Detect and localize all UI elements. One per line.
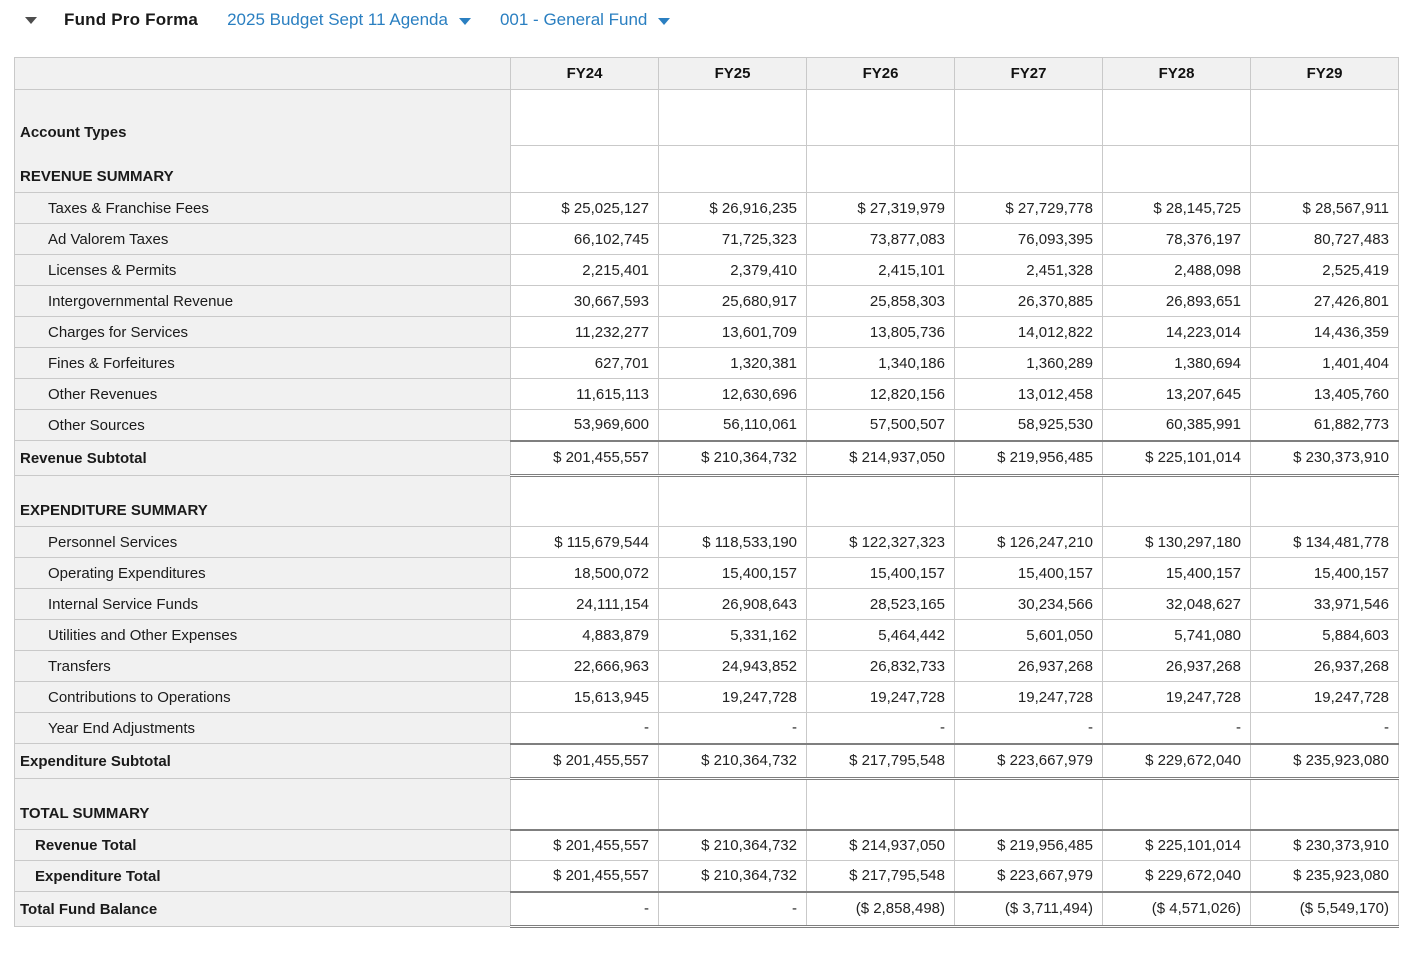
empty-cell bbox=[1103, 476, 1251, 527]
expenditure-summary-row bbox=[15, 476, 1399, 527]
cell-value: $ 230,373,910 bbox=[1251, 830, 1399, 861]
cell-value: - bbox=[511, 892, 659, 927]
cell-value: 61,882,773 bbox=[1251, 410, 1399, 441]
account-types-label: Account Types bbox=[20, 124, 127, 141]
cell-value: $ 25,025,127 bbox=[511, 193, 659, 224]
cell-value: 13,805,736 bbox=[807, 317, 955, 348]
table-row bbox=[15, 682, 1399, 713]
empty-cell bbox=[1251, 476, 1399, 527]
cell-value: $ 229,672,040 bbox=[1103, 744, 1251, 779]
empty-cell bbox=[807, 476, 955, 527]
page-title: Fund Pro Forma bbox=[64, 10, 199, 29]
empty-cell bbox=[1103, 779, 1251, 830]
col-header-fy27: FY27 bbox=[955, 58, 1103, 90]
cell-value: $ 115,679,544 bbox=[511, 527, 659, 558]
cell-value: 26,937,268 bbox=[955, 651, 1103, 682]
row-label: Other Revenues bbox=[15, 379, 511, 410]
empty-cell bbox=[1103, 146, 1251, 193]
toolbar bbox=[0, 0, 1416, 40]
empty-cell bbox=[955, 779, 1103, 830]
empty-cell bbox=[511, 779, 659, 830]
cell-value: 5,884,603 bbox=[1251, 620, 1399, 651]
cell-value: 13,207,645 bbox=[1103, 379, 1251, 410]
cell-value: - bbox=[807, 713, 955, 744]
cell-value: - bbox=[955, 713, 1103, 744]
collapse-icon[interactable] bbox=[25, 17, 37, 24]
row-label: Expenditure Total bbox=[15, 861, 511, 892]
cell-value: 26,937,268 bbox=[1103, 651, 1251, 682]
revenue-subtotal-row bbox=[15, 441, 1399, 476]
empty-cell bbox=[955, 476, 1103, 527]
cell-value: 26,908,643 bbox=[659, 589, 807, 620]
table-row bbox=[15, 527, 1399, 558]
cell-value: 2,379,410 bbox=[659, 255, 807, 286]
cell-value: 73,877,083 bbox=[807, 224, 955, 255]
cell-value: $ 225,101,014 bbox=[1103, 441, 1251, 476]
row-label: Expenditure Subtotal bbox=[15, 744, 511, 779]
cell-value: $ 230,373,910 bbox=[1251, 441, 1399, 476]
fund-dropdown-label: 001 - General Fund bbox=[499, 10, 648, 29]
empty-cell bbox=[659, 779, 807, 830]
table-row bbox=[15, 558, 1399, 589]
cell-value: $ 217,795,548 bbox=[807, 861, 955, 892]
table-row bbox=[15, 193, 1399, 224]
row-label: Utilities and Other Expenses bbox=[15, 620, 511, 651]
cell-value: $ 225,101,014 bbox=[1103, 830, 1251, 861]
table-row bbox=[15, 651, 1399, 682]
table-row bbox=[15, 255, 1399, 286]
cell-value: $ 201,455,557 bbox=[511, 830, 659, 861]
row-label: Ad Valorem Taxes bbox=[15, 224, 511, 255]
cell-value: 11,615,113 bbox=[511, 379, 659, 410]
row-label: Operating Expenditures bbox=[15, 558, 511, 589]
cell-value: $ 27,319,979 bbox=[807, 193, 955, 224]
account-types-cell bbox=[15, 90, 511, 193]
empty-cell bbox=[807, 146, 955, 193]
cell-value: 56,110,061 bbox=[659, 410, 807, 441]
table-row bbox=[15, 379, 1399, 410]
cell-value: 5,464,442 bbox=[807, 620, 955, 651]
cell-value: 14,436,359 bbox=[1251, 317, 1399, 348]
cell-value: 15,400,157 bbox=[807, 558, 955, 589]
cell-value: $ 27,729,778 bbox=[955, 193, 1103, 224]
empty-cell bbox=[807, 90, 955, 146]
table-row bbox=[15, 286, 1399, 317]
budget-dropdown[interactable] bbox=[227, 10, 471, 30]
cell-value: $ 201,455,557 bbox=[511, 861, 659, 892]
total-summary-row bbox=[15, 779, 1399, 830]
cell-value: 2,488,098 bbox=[1103, 255, 1251, 286]
empty-cell bbox=[1251, 779, 1399, 830]
table-row bbox=[15, 620, 1399, 651]
cell-value: 66,102,745 bbox=[511, 224, 659, 255]
corner-cell bbox=[15, 58, 511, 90]
cell-value: 5,601,050 bbox=[955, 620, 1103, 651]
cell-value: 627,701 bbox=[511, 348, 659, 379]
empty-cell bbox=[807, 779, 955, 830]
col-header-fy25: FY25 bbox=[659, 58, 807, 90]
cell-value: 18,500,072 bbox=[511, 558, 659, 589]
cell-value: $ 219,956,485 bbox=[955, 830, 1103, 861]
cell-value: $ 217,795,548 bbox=[807, 744, 955, 779]
cell-value: $ 134,481,778 bbox=[1251, 527, 1399, 558]
row-label: Transfers bbox=[15, 651, 511, 682]
cell-value: ($ 5,549,170) bbox=[1251, 892, 1399, 927]
cell-value: 2,415,101 bbox=[807, 255, 955, 286]
total-fund-balance-row bbox=[15, 892, 1399, 927]
row-label: TOTAL SUMMARY bbox=[15, 779, 511, 830]
cell-value: - bbox=[659, 892, 807, 927]
cell-value: 22,666,963 bbox=[511, 651, 659, 682]
cell-value: 15,613,945 bbox=[511, 682, 659, 713]
cell-value: 1,360,289 bbox=[955, 348, 1103, 379]
cell-value: 15,400,157 bbox=[659, 558, 807, 589]
budget-dropdown-label: 2025 Budget Sept 11 Agenda bbox=[227, 10, 448, 29]
cell-value: $ 26,916,235 bbox=[659, 193, 807, 224]
empty-cell bbox=[1251, 90, 1399, 146]
empty-cell bbox=[659, 146, 807, 193]
cell-value: $ 223,667,979 bbox=[955, 861, 1103, 892]
empty-cell bbox=[955, 90, 1103, 146]
cell-value: 19,247,728 bbox=[1251, 682, 1399, 713]
cell-value: $ 28,145,725 bbox=[1103, 193, 1251, 224]
row-label: Taxes & Franchise Fees bbox=[15, 193, 511, 224]
table-row bbox=[15, 589, 1399, 620]
cell-value: $ 130,297,180 bbox=[1103, 527, 1251, 558]
chevron-down-icon bbox=[459, 18, 471, 25]
cell-value: $ 214,937,050 bbox=[807, 830, 955, 861]
cell-value: $ 223,667,979 bbox=[955, 744, 1103, 779]
cell-value: 80,727,483 bbox=[1251, 224, 1399, 255]
cell-value: $ 122,327,323 bbox=[807, 527, 955, 558]
cell-value: 30,234,566 bbox=[955, 589, 1103, 620]
empty-cell bbox=[511, 146, 659, 193]
cell-value: 2,525,419 bbox=[1251, 255, 1399, 286]
cell-value: 5,741,080 bbox=[1103, 620, 1251, 651]
cell-value: 1,401,404 bbox=[1251, 348, 1399, 379]
cell-value: 33,971,546 bbox=[1251, 589, 1399, 620]
row-label: Revenue Subtotal bbox=[15, 441, 511, 476]
table-row bbox=[15, 348, 1399, 379]
cell-value: 78,376,197 bbox=[1103, 224, 1251, 255]
empty-cell bbox=[1103, 90, 1251, 146]
cell-value: $ 210,364,732 bbox=[659, 861, 807, 892]
cell-value: 19,247,728 bbox=[659, 682, 807, 713]
cell-value: 32,048,627 bbox=[1103, 589, 1251, 620]
cell-value: - bbox=[511, 713, 659, 744]
table-row bbox=[15, 317, 1399, 348]
cell-value: 25,680,917 bbox=[659, 286, 807, 317]
cell-value: 12,630,696 bbox=[659, 379, 807, 410]
cell-value: - bbox=[1251, 713, 1399, 744]
cell-value: $ 210,364,732 bbox=[659, 441, 807, 476]
pro-forma-table bbox=[14, 57, 1399, 928]
cell-value: $ 28,567,911 bbox=[1251, 193, 1399, 224]
account-types-row bbox=[15, 90, 1399, 146]
cell-value: 71,725,323 bbox=[659, 224, 807, 255]
cell-value: 26,893,651 bbox=[1103, 286, 1251, 317]
cell-value: ($ 4,571,026) bbox=[1103, 892, 1251, 927]
cell-value: $ 118,533,190 bbox=[659, 527, 807, 558]
cell-value: 1,320,381 bbox=[659, 348, 807, 379]
cell-value: 2,451,328 bbox=[955, 255, 1103, 286]
cell-value: 13,601,709 bbox=[659, 317, 807, 348]
cell-value: 76,093,395 bbox=[955, 224, 1103, 255]
expenditure-subtotal-row bbox=[15, 744, 1399, 779]
cell-value: 15,400,157 bbox=[1103, 558, 1251, 589]
row-label: Other Sources bbox=[15, 410, 511, 441]
cell-value: 26,370,885 bbox=[955, 286, 1103, 317]
cell-value: 1,340,186 bbox=[807, 348, 955, 379]
cell-value: 30,667,593 bbox=[511, 286, 659, 317]
cell-value: - bbox=[1103, 713, 1251, 744]
cell-value: 13,405,760 bbox=[1251, 379, 1399, 410]
cell-value: 15,400,157 bbox=[1251, 558, 1399, 589]
cell-value: 5,331,162 bbox=[659, 620, 807, 651]
cell-value: - bbox=[659, 713, 807, 744]
row-label: Fines & Forfeitures bbox=[15, 348, 511, 379]
cell-value: 27,426,801 bbox=[1251, 286, 1399, 317]
cell-value: 19,247,728 bbox=[807, 682, 955, 713]
empty-cell bbox=[511, 476, 659, 527]
row-label: Internal Service Funds bbox=[15, 589, 511, 620]
table-row bbox=[15, 713, 1399, 744]
col-header-fy29: FY29 bbox=[1251, 58, 1399, 90]
cell-value: $ 210,364,732 bbox=[659, 744, 807, 779]
fund-dropdown[interactable] bbox=[500, 10, 670, 30]
cell-value: $ 229,672,040 bbox=[1103, 861, 1251, 892]
cell-value: 57,500,507 bbox=[807, 410, 955, 441]
cell-value: 12,820,156 bbox=[807, 379, 955, 410]
row-label: Intergovernmental Revenue bbox=[15, 286, 511, 317]
cell-value: $ 235,923,080 bbox=[1251, 861, 1399, 892]
cell-value: 19,247,728 bbox=[1103, 682, 1251, 713]
empty-cell bbox=[659, 476, 807, 527]
row-label: Contributions to Operations bbox=[15, 682, 511, 713]
expenditure-total-row bbox=[15, 861, 1399, 892]
cell-value: $ 201,455,557 bbox=[511, 744, 659, 779]
cell-value: ($ 2,858,498) bbox=[807, 892, 955, 927]
row-label: Revenue Total bbox=[15, 830, 511, 861]
cell-value: 24,111,154 bbox=[511, 589, 659, 620]
cell-value: $ 235,923,080 bbox=[1251, 744, 1399, 779]
empty-cell bbox=[1251, 146, 1399, 193]
row-label: Charges for Services bbox=[15, 317, 511, 348]
cell-value: ($ 3,711,494) bbox=[955, 892, 1103, 927]
cell-value: 19,247,728 bbox=[955, 682, 1103, 713]
cell-value: $ 201,455,557 bbox=[511, 441, 659, 476]
empty-cell bbox=[511, 90, 659, 146]
cell-value: 58,925,530 bbox=[955, 410, 1103, 441]
cell-value: 14,223,014 bbox=[1103, 317, 1251, 348]
cell-value: $ 210,364,732 bbox=[659, 830, 807, 861]
table-row bbox=[15, 410, 1399, 441]
cell-value: $ 219,956,485 bbox=[955, 441, 1103, 476]
table-row bbox=[15, 224, 1399, 255]
cell-value: 26,937,268 bbox=[1251, 651, 1399, 682]
cell-value: 15,400,157 bbox=[955, 558, 1103, 589]
cell-value: 14,012,822 bbox=[955, 317, 1103, 348]
col-header-fy28: FY28 bbox=[1103, 58, 1251, 90]
col-header-fy24: FY24 bbox=[511, 58, 659, 90]
cell-value: 4,883,879 bbox=[511, 620, 659, 651]
cell-value: $ 214,937,050 bbox=[807, 441, 955, 476]
revenue-total-row bbox=[15, 830, 1399, 861]
col-header-fy26: FY26 bbox=[807, 58, 955, 90]
revenue-section-label: REVENUE SUMMARY bbox=[20, 168, 174, 185]
cell-value: 1,380,694 bbox=[1103, 348, 1251, 379]
empty-cell bbox=[955, 146, 1103, 193]
cell-value: 26,832,733 bbox=[807, 651, 955, 682]
cell-value: 60,385,991 bbox=[1103, 410, 1251, 441]
table-header-row bbox=[15, 58, 1399, 90]
cell-value: 28,523,165 bbox=[807, 589, 955, 620]
cell-value: 24,943,852 bbox=[659, 651, 807, 682]
cell-value: 13,012,458 bbox=[955, 379, 1103, 410]
cell-value: 53,969,600 bbox=[511, 410, 659, 441]
row-label: Year End Adjustments bbox=[15, 713, 511, 744]
chevron-down-icon bbox=[658, 18, 670, 25]
row-label: Licenses & Permits bbox=[15, 255, 511, 286]
row-label: Total Fund Balance bbox=[15, 892, 511, 927]
cell-value: 11,232,277 bbox=[511, 317, 659, 348]
cell-value: $ 126,247,210 bbox=[955, 527, 1103, 558]
empty-cell bbox=[659, 90, 807, 146]
row-label: Personnel Services bbox=[15, 527, 511, 558]
cell-value: 2,215,401 bbox=[511, 255, 659, 286]
cell-value: 25,858,303 bbox=[807, 286, 955, 317]
row-label: EXPENDITURE SUMMARY bbox=[15, 476, 511, 527]
